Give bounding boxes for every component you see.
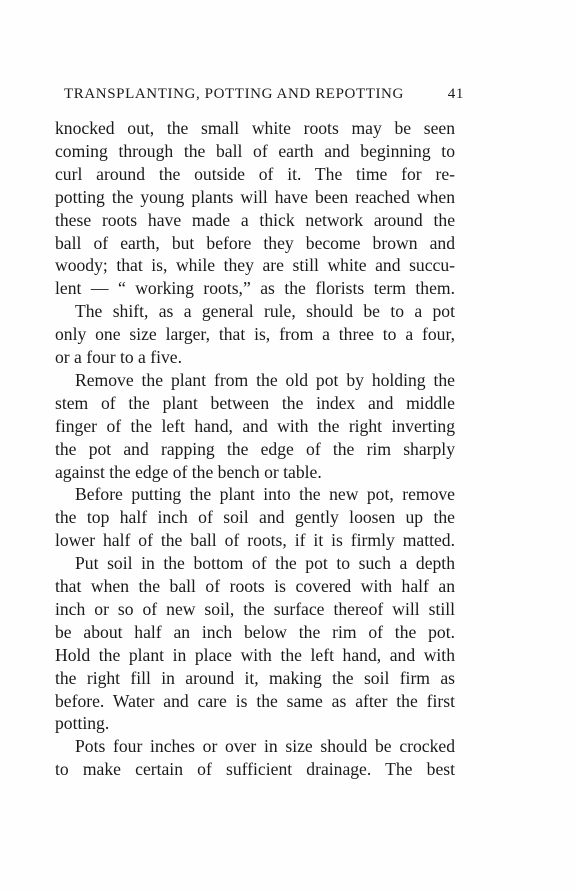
text-line: The shift, as a general rule, should be to a pot xyxy=(75,301,455,322)
text-line: be about half an inch below the rim of the pot. xyxy=(55,621,455,642)
text-line: to make certain of sufficient drainage. The best xyxy=(55,759,455,780)
text-line: only one size larger, that is, from a three to a four, xyxy=(55,324,455,345)
text-line: these roots have made a thick network around the xyxy=(55,209,455,230)
text-line: the pot and rapping the edge of the rim sharply xyxy=(55,438,455,459)
text-line: before. Water and care is the same as after the first xyxy=(55,690,455,711)
text-line: lent — “ working roots,” as the florists term them. xyxy=(55,278,455,299)
text-line: Put soil in the bottom of the pot to such a depth xyxy=(75,553,455,574)
text-line: or a four to a five. xyxy=(55,347,183,367)
text-line: woody; that is, while they are still white and succu- xyxy=(55,255,455,276)
text-line: lower half of the ball of roots, if it is firmly matted. xyxy=(55,530,455,551)
text-line: potting the young plants will have been reached when xyxy=(55,186,455,207)
text-line: knocked out, the small white roots may be seen xyxy=(55,118,455,138)
running-head xyxy=(64,86,464,103)
text-line: against the edge of the bench or table. xyxy=(55,461,322,482)
text-line: Remove the plant from the old pot by holding the xyxy=(75,369,455,390)
text-line: Before putting the plant into the new pot, remove xyxy=(75,484,455,505)
text-line: Pots four inches or over in size should be crocked xyxy=(75,736,455,757)
running-title: TRANSPLANTING, POTTING AND REPOTTING xyxy=(64,86,404,102)
text-line: Hold the plant in place with the left hand, and with xyxy=(55,644,455,665)
text-line: that when the ball of roots is covered with half an xyxy=(55,576,455,596)
text-line: the top half inch of soil and gently loosen up the xyxy=(55,507,455,528)
text-line: finger of the left hand, and with the right inverting xyxy=(55,415,455,436)
text-line: stem of the plant between the index and middle xyxy=(55,392,455,413)
text-line: the right fill in around it, making the soil firm as xyxy=(55,667,455,688)
text-line: potting. xyxy=(55,713,110,734)
text-line: inch or so of new soil, the surface thereof will still xyxy=(55,598,455,619)
text-line: coming through the ball of earth and beginning to xyxy=(55,140,455,161)
page-number: 41 xyxy=(447,86,464,102)
text-line: curl around the outside of it. The time for re- xyxy=(55,163,455,184)
text-line: ball of earth, but before they become brown and xyxy=(55,232,455,253)
